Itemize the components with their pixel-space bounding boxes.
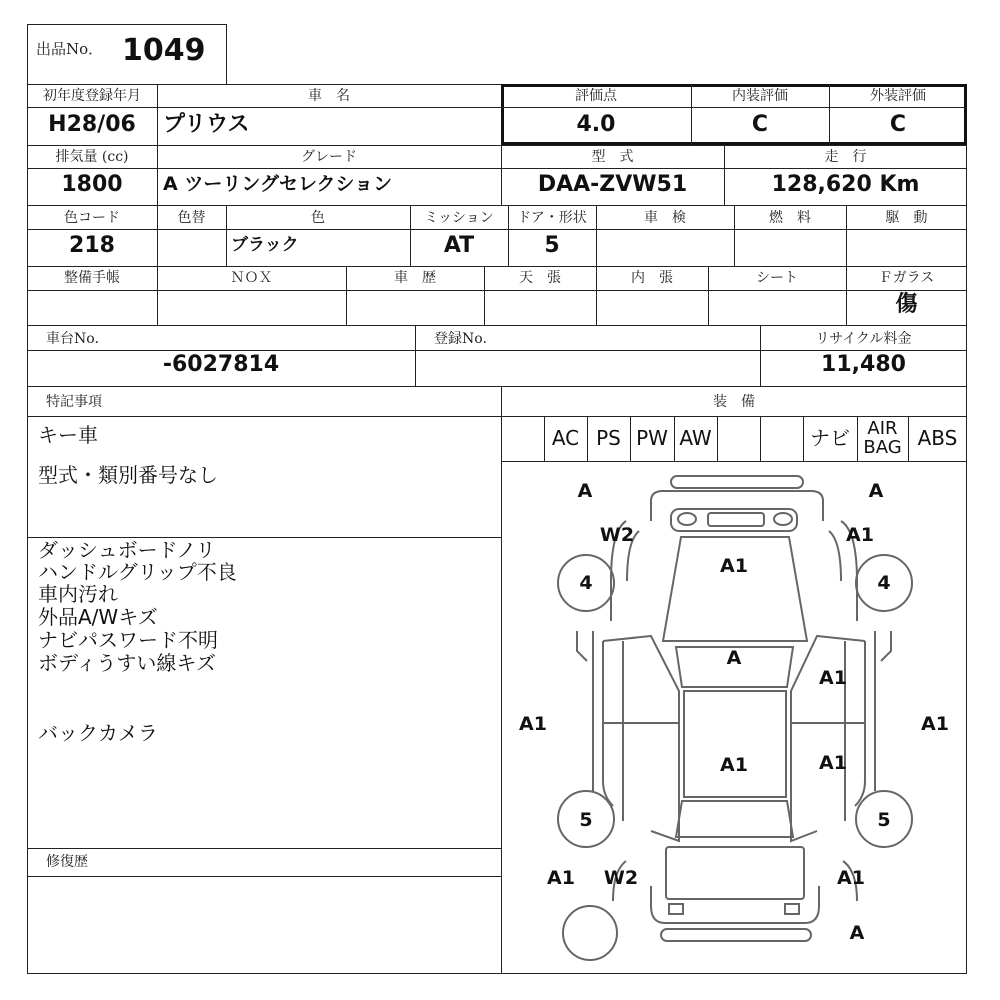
score-value: 4.0 bbox=[576, 112, 616, 137]
mark-tire-fl: 4 bbox=[579, 572, 593, 594]
mark-front-right: A bbox=[868, 480, 884, 502]
car-name-value: プリウス bbox=[163, 112, 250, 137]
mileage-value: 128,620 Km bbox=[771, 172, 920, 197]
reg-year-value: H28/06 bbox=[48, 112, 136, 137]
color-value: ブラック bbox=[231, 235, 299, 255]
grade-label: グレード bbox=[301, 149, 357, 165]
equipment-airbag: AIR BAG bbox=[863, 418, 902, 458]
remarks-label: 特記事項 bbox=[46, 394, 102, 410]
mark-hood: A1 bbox=[720, 555, 748, 577]
inspection-label: 車 検 bbox=[644, 210, 686, 226]
recycle-label: リサイクル料金 bbox=[815, 331, 912, 347]
lot-label: 出品No． bbox=[36, 40, 104, 58]
mark-fender-fr: A1 bbox=[846, 524, 874, 546]
mark-fender-fl: W2 bbox=[599, 524, 635, 546]
equipment-abs: ABS bbox=[917, 426, 958, 450]
grade-value: A ツーリングセレクション bbox=[163, 173, 393, 195]
mark-windshield: A bbox=[726, 647, 742, 669]
mark-roof: A1 bbox=[720, 754, 748, 776]
mileage-label: 走 行 bbox=[824, 149, 867, 165]
nox-label: ＮＯＸ bbox=[230, 270, 273, 286]
color-code-value: 218 bbox=[69, 233, 115, 258]
remarks-line: ボディうすい線キズ bbox=[38, 651, 216, 675]
transmission-value: AT bbox=[443, 233, 475, 258]
displacement-value: 1800 bbox=[61, 172, 123, 197]
registration-label: 登録No． bbox=[434, 331, 497, 347]
chassis-value: -6027814 bbox=[162, 352, 280, 377]
mark-side-left: A1 bbox=[519, 713, 547, 735]
color-label: 色 bbox=[311, 210, 325, 226]
model-value: DAA-ZVW51 bbox=[537, 172, 688, 197]
sunroof-label: 天 張 bbox=[519, 270, 561, 286]
mark-rear-left: A1 bbox=[547, 867, 575, 889]
equipment-ac: AC bbox=[551, 426, 580, 450]
color-code-label: 色コード bbox=[64, 210, 120, 226]
equipment-pw: PW bbox=[636, 426, 668, 450]
car-name-label: 車 名 bbox=[308, 88, 350, 104]
doors-value: 5 bbox=[544, 233, 560, 258]
history-label: 車 歴 bbox=[394, 270, 436, 286]
f-glass-value: 傷 bbox=[895, 292, 918, 317]
model-label: 型 式 bbox=[591, 149, 634, 165]
transmission-label: ミッション bbox=[424, 210, 494, 226]
interior-label: 内装評価 bbox=[732, 88, 788, 104]
interior-ceiling-label: 内 張 bbox=[631, 270, 673, 286]
displacement-label: 排気量 (cc) bbox=[55, 149, 129, 165]
maintenance-label: 整備手帳 bbox=[64, 270, 120, 286]
remarks-line: ハンドルグリップ不良 bbox=[38, 560, 237, 584]
equipment-ps: PS bbox=[596, 426, 621, 450]
mark-front-left: A bbox=[577, 480, 593, 502]
remarks-line: ダッシュボードノリ bbox=[38, 538, 216, 562]
equipment-aw: AW bbox=[679, 426, 712, 450]
mark-tire-fr: 4 bbox=[877, 572, 891, 594]
score-label: 評価点 bbox=[575, 88, 617, 104]
mark-rear-bumper: A bbox=[849, 922, 865, 944]
remarks-line: 外品A/Wキズ bbox=[38, 605, 158, 629]
car-diagram bbox=[501, 461, 967, 974]
equipment-label: 装 備 bbox=[713, 394, 755, 410]
interior-value: C bbox=[751, 112, 769, 137]
mark-door-rr: A1 bbox=[819, 752, 847, 774]
mark-rear-right: A1 bbox=[837, 867, 865, 889]
recycle-value: 11,480 bbox=[821, 352, 906, 377]
mark-rear-center: W2 bbox=[603, 867, 639, 889]
mark-tire-rl: 5 bbox=[579, 809, 593, 831]
repaint-label: 色替 bbox=[177, 210, 206, 226]
f-glass-label: Ｆガラス bbox=[878, 270, 935, 286]
remarks-line: バックカメラ bbox=[38, 721, 158, 745]
remarks-line: ナビパスワード不明 bbox=[38, 628, 218, 652]
exterior-label: 外装評価 bbox=[870, 88, 926, 104]
equipment-navi: ナビ bbox=[810, 426, 850, 450]
remarks-line: キー車 bbox=[38, 423, 98, 447]
repair-history-label: 修復歴 bbox=[46, 854, 88, 870]
fuel-label: 燃 料 bbox=[769, 210, 811, 226]
chassis-label: 車台No． bbox=[46, 331, 109, 347]
remarks-line: 車内汚れ bbox=[38, 582, 118, 606]
mark-side-right: A1 bbox=[921, 713, 949, 735]
mark-tire-rr: 5 bbox=[877, 809, 891, 831]
mark-door-fr: A1 bbox=[819, 667, 847, 689]
seat-label: シート bbox=[756, 270, 798, 286]
reg-year-label: 初年度登録年月 bbox=[43, 88, 141, 104]
drive-label: 駆 動 bbox=[885, 210, 928, 226]
remarks-line: 型式・類別番号なし bbox=[38, 463, 218, 487]
exterior-value: C bbox=[889, 112, 907, 137]
lot-number: 1049 bbox=[122, 33, 206, 68]
doors-label: ドア・形状 bbox=[517, 210, 587, 226]
